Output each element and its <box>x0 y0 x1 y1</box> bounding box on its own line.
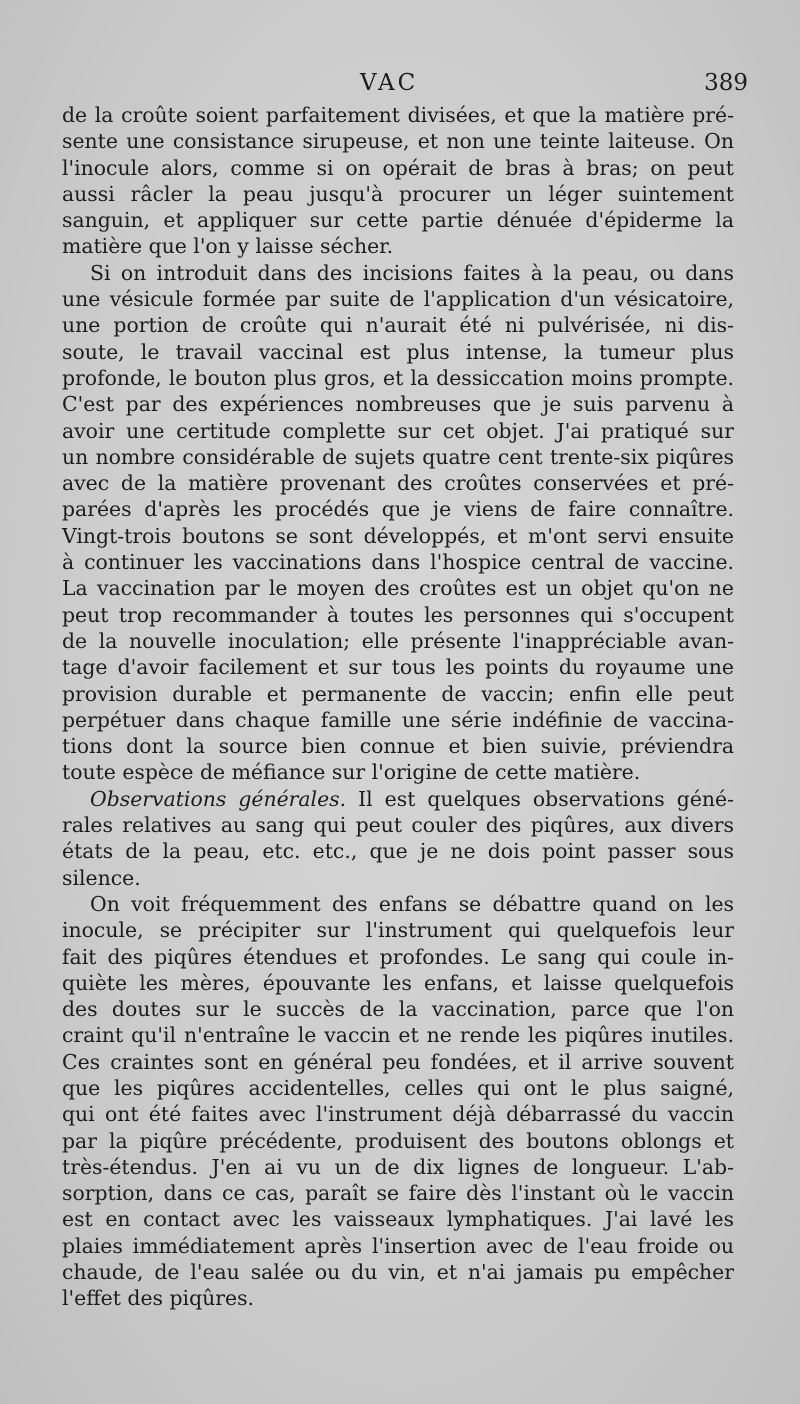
text-line: tage d'avoir facilement et sur tous les points du royaume une <box>62 655 734 680</box>
text-line: chaude, de l'eau salée ou du vin, et n'ai jamais pu empêcher <box>62 1260 734 1285</box>
running-head <box>0 70 800 104</box>
text-line: soute, le travail vaccinal est plus intense, la tumeur plus <box>62 339 734 364</box>
text-line: toute espèce de méfiance sur l'origine de cette matière. <box>62 760 641 785</box>
text-line: craint qu'il n'entraîne le vaccin et ne rende les piqûres inutiles. <box>62 1023 734 1048</box>
text-line: de la croûte soient parfaitement divisées, et que la matière pré- <box>62 103 734 127</box>
text-line: C'est par des expériences nombreuses que je suis parvenu à <box>62 392 734 417</box>
text-line: La vaccination par le moyen des croûtes est un objet qu'on ne <box>62 576 734 601</box>
text-line: fait des piqûres étendues et profondes. Le sang qui coule in- <box>62 944 734 969</box>
text-line: un nombre considérable de sujets quatre cent trente-six piqûres <box>62 444 734 469</box>
text-line: Vingt-trois boutons se sont développés, et m'ont servi ensuite <box>62 523 734 548</box>
text-line: est en contact avec les vaisseaux lymphatiques. J'ai lavé les <box>62 1207 734 1232</box>
text-line: sente une consistance sirupeuse, et non une teinte laiteuse. On <box>62 129 734 154</box>
body-text <box>62 102 734 1312</box>
text-line: parées d'après les procédés que je viens de faire connaître. <box>62 497 734 522</box>
line-text: Il est quelques observations géné- <box>346 786 734 811</box>
italic-heading: Observations générales. <box>90 786 347 811</box>
text-line: perpétuer dans chaque famille une série indéfinie de vaccina- <box>62 707 734 732</box>
text-line: une portion de croûte qui n'aurait été ni pulvérisée, ni dis- <box>62 313 734 338</box>
text-line: Si on introduit dans des incisions faites à la peau, ou dans <box>90 260 734 285</box>
text-line: On voit fréquemment des enfans se débattre quand on les <box>90 891 734 916</box>
text-line: sanguin, et appliquer sur cette partie dénuée d'épiderme la <box>62 208 734 233</box>
text-line: à continuer les vaccinations dans l'hospice central de vaccine. <box>62 550 734 575</box>
text-line: avec de la matière provenant des croûtes conservées et pré- <box>62 471 734 496</box>
paragraph <box>62 786 734 891</box>
running-title: VAC <box>360 70 419 96</box>
text-line: aussi râcler la peau jusqu'à procurer un léger suintement <box>62 181 734 206</box>
text-line: des doutes sur le succès de la vaccination, parce que l'on <box>62 997 734 1022</box>
page-number: 389 <box>704 70 748 96</box>
text-line: l'inocule alors, comme si on opérait de bras à bras; on peut <box>62 155 734 180</box>
text-line: états de la peau, etc. etc., que je ne dois point passer sous <box>62 839 734 864</box>
text-line: matière que l'on y laisse sécher. <box>62 234 394 259</box>
text-line: sorption, dans ce cas, paraît se faire dès l'instant où le vaccin <box>62 1181 734 1206</box>
text-line: Ces craintes sont en général peu fondées, et il arrive souvent <box>62 1049 734 1074</box>
text-line: par la piqûre précédente, produisent des boutons oblongs et <box>62 1128 734 1153</box>
text-line: plaies immédiatement après l'insertion avec de l'eau froide ou <box>62 1233 734 1258</box>
text-line: de la nouvelle inoculation; elle présente l'inappréciable avan- <box>62 628 734 653</box>
text-line: inocule, se précipiter sur l'instrument qui quelquefois leur <box>62 918 734 943</box>
text-line: l'effet des piqûres. <box>62 1286 255 1311</box>
text-line <box>62 786 734 812</box>
text-line: avoir une certitude complette sur cet objet. J'ai pratiqué sur <box>62 418 734 443</box>
paragraph <box>62 260 734 786</box>
text-line: peut trop recommander à toutes les personnes qui s'occupent <box>62 602 734 627</box>
text-line: silence. <box>62 865 141 890</box>
paragraph <box>62 102 734 260</box>
text-line: quiète les mères, épouvante les enfans, et laisse quelquefois <box>62 970 734 995</box>
text-line: rales relatives au sang qui peut couler des piqûres, aux divers <box>62 813 734 838</box>
text-line: tions dont la source bien connue et bien suivie, préviendra <box>62 734 734 759</box>
text-line: profonde, le bouton plus gros, et la dessiccation moins prompte. <box>62 365 734 390</box>
text-line: une vésicule formée par suite de l'application d'un vésicatoire, <box>62 287 734 312</box>
text-line: qui ont été faites avec l'instrument déjà débarrassé du vaccin <box>62 1102 734 1127</box>
text-line: très-étendus. J'en ai vu un de dix lignes de longueur. L'ab- <box>62 1154 734 1179</box>
text-line: que les piqûres accidentelles, celles qui ont le plus saigné, <box>62 1075 734 1100</box>
text-line: provision durable et permanente de vaccin; enfin elle peut <box>62 681 734 706</box>
paragraph <box>62 891 734 1312</box>
